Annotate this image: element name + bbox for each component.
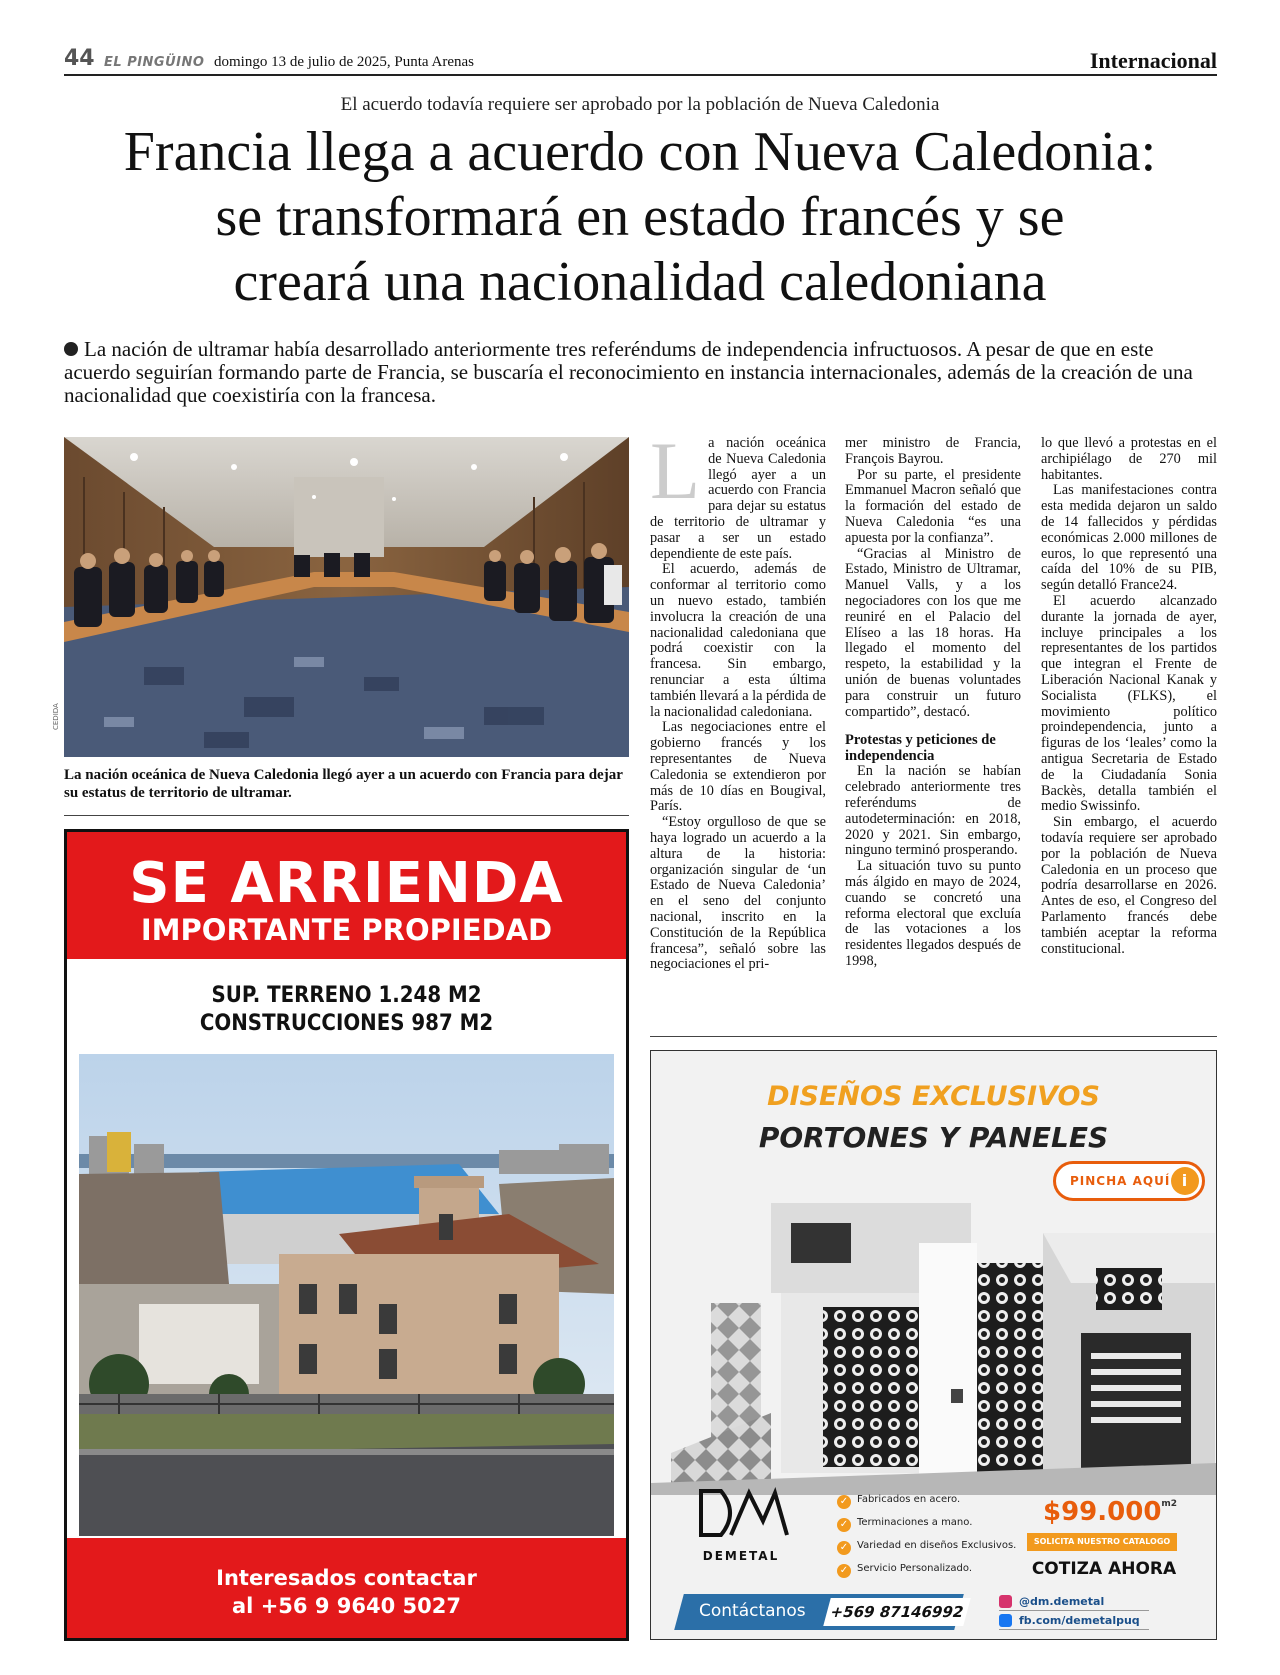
land-area: SUP. TERRENO 1.248 M2 [211, 983, 482, 1008]
info-icon: i [1171, 1167, 1199, 1195]
ad-headline: DISEÑOS EXCLUSIVOS [767, 1081, 1100, 1112]
divider [650, 1036, 1217, 1037]
paragraph: El acuerdo alcanzado durante la jornada de ayer, incluye principales a los representantes de los partidos que integran el Frente de Liberación Nacional Kanak y Socialista (FLKS), el movimiento político proindependencia, junto a figuras de los ‘leales’ como la antigua Secretaria de Estado de la Ciudadanía Sonia Backès, detalla también el medio Swissinfo. [1041, 592, 1217, 815]
contact-label: Interesados contactar [216, 1566, 477, 1590]
property-specs [95, 982, 598, 1038]
bullet-icon [64, 342, 78, 356]
catalog-button[interactable]: SOLICITA NUESTRO CATALOGO [1027, 1533, 1177, 1551]
paragraph: Sin embargo, el acuerdo todavía requiere ser aprobado por la población de Nueva Caledonia en un proceso que podría desarrollarse en 2026. Antes de eso, el Congreso del Parlamento francés debe también aceptar la reforma constitucional. [1041, 814, 1217, 957]
instagram-link[interactable] [999, 1592, 1149, 1611]
headline-line: creará una nacionalidad caledoniana [233, 251, 1047, 313]
divider [64, 815, 629, 816]
property-photo [79, 1054, 614, 1536]
demetal-logo [691, 1483, 791, 1563]
contact-label: Contáctanos [699, 1601, 806, 1621]
paragraph: “Gracias al Ministro de Estado, Ministro de Ultramar, Manuel Valls, y a los negociadores con los que me reuniré en el Palacio del Elíseo a las 18 horas. Ha llegado el momento del respeto, la estabilidad y la unión de buenas voluntades para construir un futuro compartido”, destacó. [845, 545, 1021, 720]
article-body [650, 425, 1217, 1030]
price-unit: m2 [1161, 1499, 1178, 1509]
feature-text: Fabricados en acero. [857, 1494, 961, 1505]
feature-item [837, 1516, 1016, 1539]
feature-text: Servicio Personalizado. [857, 1563, 973, 1574]
drop-cap: L [650, 425, 701, 516]
click-here-button[interactable] [1053, 1161, 1205, 1201]
contact-phone[interactable]: +569 87146992 [823, 1598, 971, 1626]
instagram-icon [999, 1595, 1012, 1608]
paragraph: Las manifestaciones contra esta medida dejaron un saldo de 14 fallecidos y pérdidas económicas 2.000 millones de euros, lo que representó una caída del 10% de su PIB, según detalló France24. [1041, 482, 1217, 594]
article-subhead: Protestas y peticiones de independencia [845, 732, 996, 765]
paragraph: mer ministro de Francia, François Bayrou. [845, 435, 1021, 467]
feature-list [837, 1493, 1016, 1585]
contact-bar [679, 1594, 1159, 1630]
check-icon: ✓ [837, 1495, 851, 1509]
paragraph: a nación oceánica de Nueva Caledonia llegó ayer a un acuerdo con Francia para dejar su estatus de territorio de ultramar y pasar a ser un estado dependiente de este país. [650, 435, 826, 562]
paragraph: El acuerdo, además de conformar al territorio como un nuevo estado, también involucra la creación de una nacionalidad caledoniana que podrá coexistir con la francesa. Sin embargo, renunciar a esta última también llevará a la pérdida de la nacionalidad caledoniana. [650, 561, 826, 720]
check-icon: ✓ [837, 1541, 851, 1555]
publication-logo: EL PINGÜINO [104, 55, 205, 70]
facebook-handle: fb.com/demetalpuq [1019, 1614, 1140, 1627]
ad-header [67, 832, 626, 959]
ad-title: SE ARRIENDA [129, 851, 564, 916]
facebook-icon [999, 1614, 1012, 1627]
brand-name: DEMETAL [702, 1549, 780, 1563]
article-kicker: El acuerdo todavía requiere ser aprobado por la población de Nueva Caledonia [340, 94, 940, 115]
quote-cta[interactable]: COTIZA AHORA [1031, 1559, 1177, 1579]
instagram-handle: @dm.demetal [1019, 1595, 1105, 1608]
paragraph: En la nación se habían celebrado anteriormente tres referéndums de autodeterminación: en 2018, 2020 y 2021. Sin embargo, ninguno terminó prosperando. [845, 763, 1021, 859]
paragraph: La situación tuvo su punto más álgido en mayo de 2024, cuando se concretó una reforma electoral que excluía de las votaciones a los residentes llegados después de 1998, [845, 858, 1021, 969]
paragraph: lo que llevó a protestas en el archipiélago de 270 mil habitantes. [1041, 435, 1217, 483]
contact-phone[interactable]: al +56 9 9640 5027 [232, 1594, 461, 1618]
headline-line: Francia llega a acuerdo con Nueva Caledonia: [123, 121, 1157, 183]
ad-subheadline: PORTONES Y PANELES [758, 1121, 1109, 1154]
click-here-label: PINCHA AQUÍ [1070, 1174, 1171, 1188]
section-name: Internacional [1089, 48, 1217, 73]
gates-showcase-image [651, 1163, 1216, 1495]
feature-item [837, 1562, 1016, 1585]
photo-caption: La nación oceánica de Nueva Caledonia llegó ayer a un acuerdo con Francia para dejar su estatus de territorio de ultramar. [64, 767, 623, 801]
rental-advertisement[interactable] [64, 829, 629, 1641]
paragraph: “Estoy orgulloso de que se haya logrado un acuerdo a la altura de la historia: organización singular de ‘un Estado de Nueva Caledonia’ en el seno del conjunto nacional, inscrito en la Constitución de la República francesa”, señaló sobre las negociaciones el pri- [650, 814, 826, 973]
ad-subtitle: IMPORTANTE PROPIEDAD [140, 913, 553, 947]
demetal-advertisement[interactable] [650, 1050, 1217, 1640]
article-photo [64, 437, 629, 757]
social-links [999, 1592, 1149, 1630]
article-column-1 [650, 425, 826, 973]
check-icon: ✓ [837, 1564, 851, 1578]
page-header [64, 46, 1217, 76]
built-area: CONSTRUCCIONES 987 M2 [199, 1011, 494, 1036]
page-number: 44 [64, 46, 95, 71]
check-icon: ✓ [837, 1518, 851, 1532]
lede-text: La nación de ultramar había desarrollado anteriormente tres referéndums de independencia infructuosos. A pesar de que en este acuerdo seguirían formando parte de Francia, se buscaría el reconocimiento en instancia internacionales, además de la creación de una nacionalidad que coexistiría con la francesa. [64, 337, 1193, 407]
headline-line: se transformará en estado francés y se [215, 186, 1065, 248]
dm-logo-icon [691, 1483, 791, 1541]
paragraph: Por su parte, el presidente Emmanuel Macron señaló que la formación del estado de Nueva Caledonia “es una apuesta por la confianza”. [845, 466, 1021, 546]
ad-contact [67, 1538, 626, 1638]
facebook-link[interactable] [999, 1611, 1149, 1630]
article-column-3 [1041, 436, 1217, 957]
feature-text: Terminaciones a mano. [857, 1517, 973, 1528]
photo-credit: CEDIDA [52, 703, 60, 730]
article-lede [64, 338, 1219, 407]
paragraph: Las negociaciones entre el gobierno francés y los representantes de Nueva Caledonia se extendieron por más de 10 días en Bougival, París. [650, 719, 826, 815]
price [1043, 1497, 1177, 1527]
feature-text: Variedad en diseños Exclusivos. [857, 1540, 1017, 1551]
feature-item [837, 1539, 1016, 1562]
price-value: $99.000 [1043, 1497, 1162, 1527]
feature-item [837, 1493, 1016, 1516]
article-headline [40, 120, 1240, 315]
article-column-2 [845, 436, 1021, 970]
issue-date: domingo 13 de julio de 2025, Punta Arenas [214, 54, 474, 70]
